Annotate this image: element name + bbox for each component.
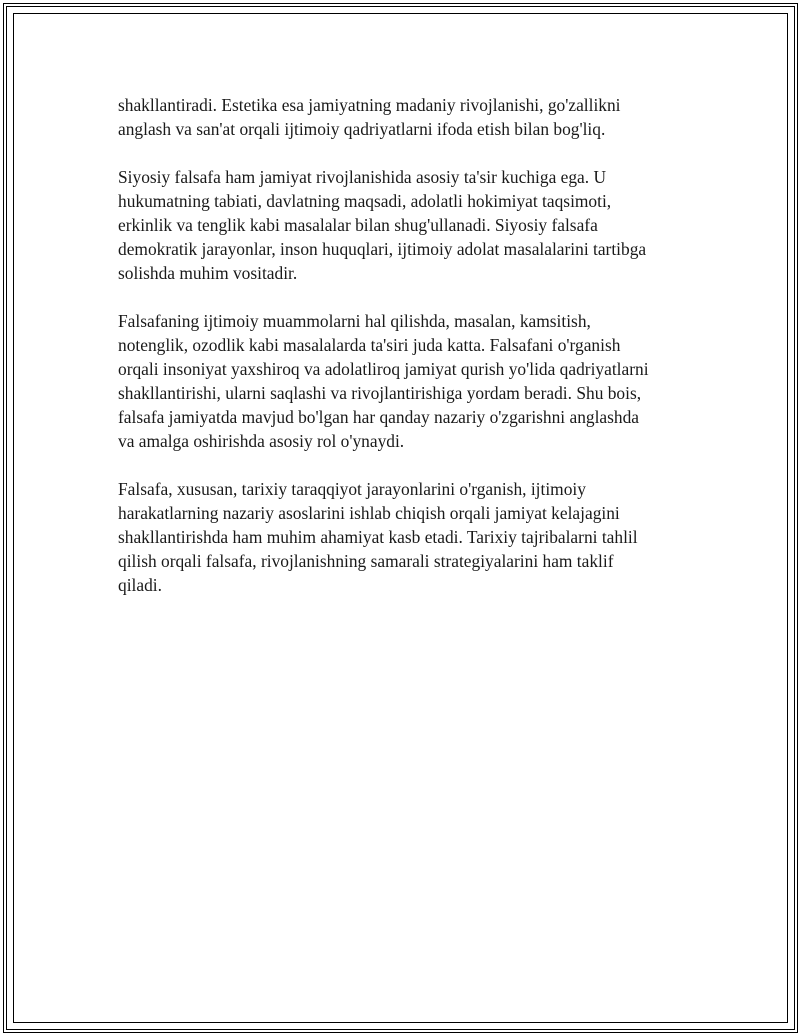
paragraph-1: shakllantiradi. Estetika esa jamiyatning madaniy rivojlanishi, go'zallikni anglash va san'at orqali ijtimoiy qadriyatlarni ifoda etish bilan bog'liq. [118,95,621,139]
paragraph-2: Siyosiy falsafa ham jamiyat rivojlanishida asosiy ta'sir kuchiga ega. U hukumatning tabiati, davlatning maqsadi, adolatli hokimiyat taqsimoti, erkinlik va tenglik kabi masalalar bilan shug'ullanadi. Siyosiy falsafa demokratik jarayonlar, inson huquqlari, ijtimoiy adolat masalalarini tartibga solishda muhim vositadir. [118,167,647,283]
document-body [118,93,688,621]
paragraph-3: Falsafaning ijtimoiy muammolarni hal qilishda, masalan, kamsitish, notenglik, ozodlik kabi masalalarda ta'siri juda katta. Falsafani o'rganish orqali insoniyat yaxshiroq va adolatliroq jamiyat qurish yo'lida qadriyatlarni shakllantirishi, ularni saqlashi va rivojlantirishiga yordam beradi. Shu bois, falsafa jamiyatda mavjud bo'lgan har qanday nazariy o'zgarishni anglashda va amalga oshirishda asosiy rol o'ynaydi. [118,311,649,451]
paragraph-4: Falsafa, xususan, tarixiy taraqqiyot jarayonlarini o'rganish, ijtimoiy harakatlarning nazariy asoslarini ishlab chiqish orqali jamiyat kelajagini shakllantirishda ham muhim ahamiyat kasb etadi. Tarixiy tajribalarni tahlil qilish orqali falsafa, rivojlanishning samarali strategiyalarini ham taklif qiladi. [118,479,638,595]
